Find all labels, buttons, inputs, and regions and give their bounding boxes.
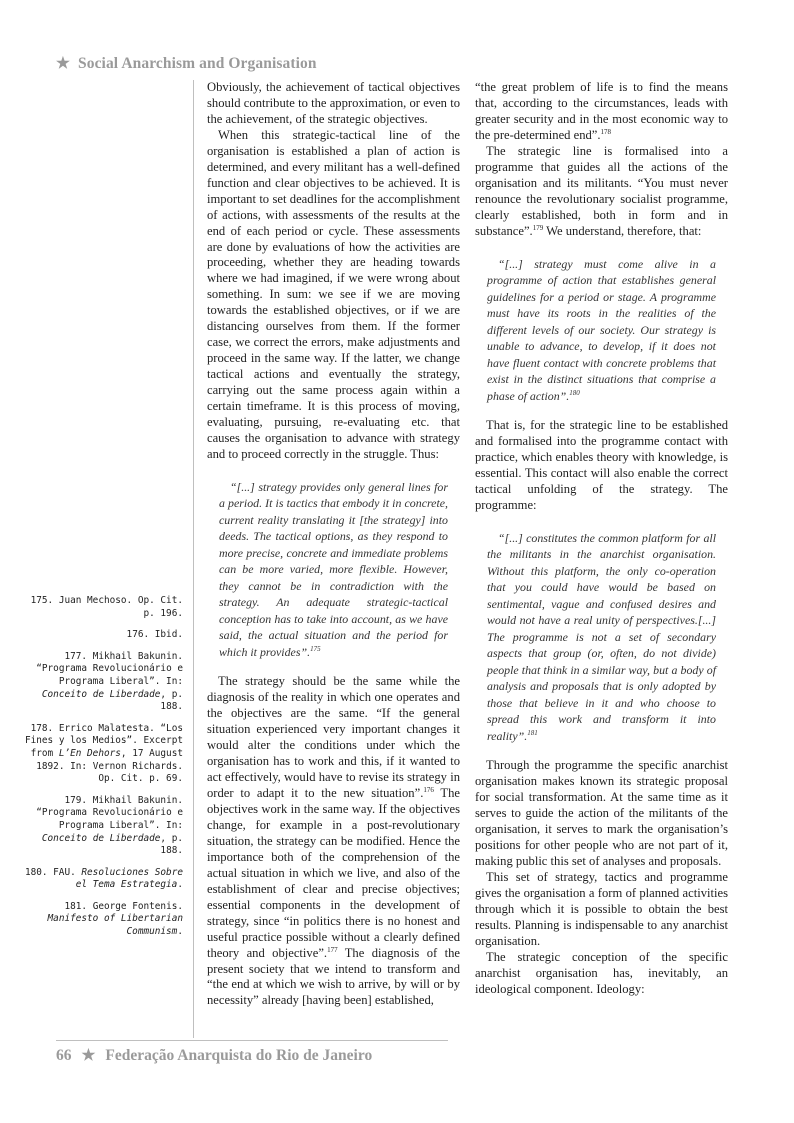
footnotes-sidebar <box>20 595 183 948</box>
footnote-ref: 180 <box>569 388 580 397</box>
footnote: 180. FAU. Resoluciones Sobre el Tema Estrategia. <box>24 866 183 891</box>
paragraph: That is, for the strategic line to be established and formalised into the programme contact with practice, which enables theory with knowledge, is essential. This contact will also enable the correct tactical unfolding of the strategy. The programme: <box>475 418 728 512</box>
footnote: 177. Mikhail Bakunin. “Programa Revolucionário e Programa Liberal”. In: Conceito de Liberdade, p. 188. <box>36 650 183 713</box>
footer-publisher: Federação Anarquista do Rio de Janeiro <box>105 1047 373 1064</box>
footnote-ref: 181 <box>527 728 538 737</box>
paragraph: When this strategic-tactical line of the organisation is established a plan of action is determined, and every militant has a well-defined function and clear objectives to be achieved. It is important to set deadlines for the accomplishment of actions, with assessments of the results at the end of each period or cycle. These assessments are done by evaluations of how the activities are proceeding, whether they are heading towards where we had imagined, if we were wrong about something. In sum: we see if we are moving towards the established objectives, or if we are distancing ourselves from them. If the former case, we correct the errors, make adjustments and proceed in the same way. If the latter, we change tactical actions and eventually the strategy, carrying out the same process again within a certain timeframe. It is this process of moving, evaluating, pursuing, re-evaluating etc. that causes the organisation to advance with strategy and to proceed correctly in the struggle. Thus: <box>207 127 460 461</box>
footnote-ref: 178 <box>600 127 612 136</box>
body-column-right <box>475 80 728 998</box>
paragraph: The strategic conception of the specific anarchist organisation has, inevitably, an ideological component. Ideology: <box>475 949 728 996</box>
paragraph: The strategic line is formalised into a programme that guides all the actions of the organisation and its militants. “You must never renounce the revolutionary socialist programme, clearly established, both in form and in substance”.$^{179}$ We understand, therefore, that: <box>475 143 728 238</box>
page-number: 66 <box>56 1047 72 1064</box>
block-quote: “[...] strategy provides only general lines for a period. It is tactics that embody it in concrete, current reality translating it [the strategy] into deeds. The tactical options, as they respond to more precise, concrete and immediate problems can be more varied, more flexible. However, they cannot be in contradiction with the strategy. An adequate strategic-tactical conception has to take into account, as we have said, the actual situation and the period for which it provides”.$^{175}$ <box>219 479 448 659</box>
footnote-ref: 177 <box>327 945 338 954</box>
footnote-ref: 176 <box>423 785 434 794</box>
paragraph: “the great problem of life is to find the means that, according to the circumstances, leads with greater security and in the most economic way to the pre-determined end”.$^{178}$ <box>475 80 728 142</box>
paragraph: Through the programme the specific anarchist organisation makes known its strategic proposal for social transformation. At the same time as it serves to guide the action of the militants of the organisation, it serves to mark the organisation’s positions for other people who are not part of it, making public this set of analyses and proposals. <box>475 758 728 868</box>
footnote: 176. Ibid. <box>126 629 183 641</box>
paragraph: Obviously, the achievement of tactical objectives should contribute to the approximation, or even to the achievement, of the strategic objectives. <box>207 80 460 126</box>
footnote-ref: 175 <box>310 644 321 653</box>
margin-divider <box>193 80 194 1038</box>
header-title: Social Anarchism and Organisation <box>78 55 317 72</box>
running-footer <box>56 1046 556 1065</box>
paragraph: This set of strategy, tactics and programme gives the organisation a form of planned activities through which it is possible to obtain the best results. Planning is indispensable to any anarchist organisation. <box>475 869 728 948</box>
footnote: 175. Juan Mechoso. Op. Cit. p. 196. <box>30 595 183 619</box>
footer-rule <box>56 1040 448 1041</box>
star-icon: ★ <box>81 1047 96 1064</box>
star-icon: ★ <box>56 55 70 72</box>
footnote: 179. Mikhail Bakunin. “Programa Revolucionário e Programa Liberal”. In: Conceito de Liberdade, p. 188. <box>36 794 183 857</box>
body-column-left <box>207 80 460 1009</box>
paragraph: The strategy should be the same while the diagnosis of the reality in which one operates and the objectives are the same. “If the general situation experienced very important changes it would alter the conditions under which the organisation has to work and this, if it wanted to act effectively, would have to revise its strategy in order to adapt it to the new situation”.$^{176}$ The objectives work in the same way. If the objectives change, for example in a post-revolutionary situation, the strategy can be modified. Hence the importance both of the comprehension of the actual situation in which we live, and also of the establishment of clear and precise objectives; essential components in the development of strategy, since “in politics there is no honest and useful practice possible without a clearly defined theory and objective”.$^{177}$ The diagnosis of the present society that we intend to transform and “the end at which we wish to arrive, by will or by necessity” already [having been] established, <box>207 674 460 1008</box>
footnote: 178. Errico Malatesta. “Los Fines y los Medios”. Excerpt from L’En Dehors, 17 August 1892. In: Vernon Richards. Op. Cit. p. 69. <box>24 722 183 785</box>
footnote: 181. George Fontenis. Manifesto of Libertarian Communism. <box>47 900 183 938</box>
footnote-ref: 179 <box>532 223 544 232</box>
block-quote: “[...] constitutes the common platform for all the militants in the anarchist organisation. Without this platform, the only co-operation that you could have would be based on sentimental, vague and confused desires and would not have a real unity of perspectives.[...] The programme is not a set of secondary aspects that group (or, often, do not divide) people that think in a similar way, but a body of analysis and proposals that is only adopted by those that believe in it and who choose to spread this work and transform it into reality”.$^{181}$ <box>487 530 716 743</box>
running-header <box>56 54 756 73</box>
block-quote: “[...] strategy must come alive in a programme of action that establishes general guidelines for a period or stage. A programme must have its roots in the realities of the different levels of our society. Our strategy is unable to advance, to develop, if it does not have fluent contact with concrete problems that exist in the distinct situations that comprise a phase of action”.$^{180}$ <box>487 256 716 403</box>
